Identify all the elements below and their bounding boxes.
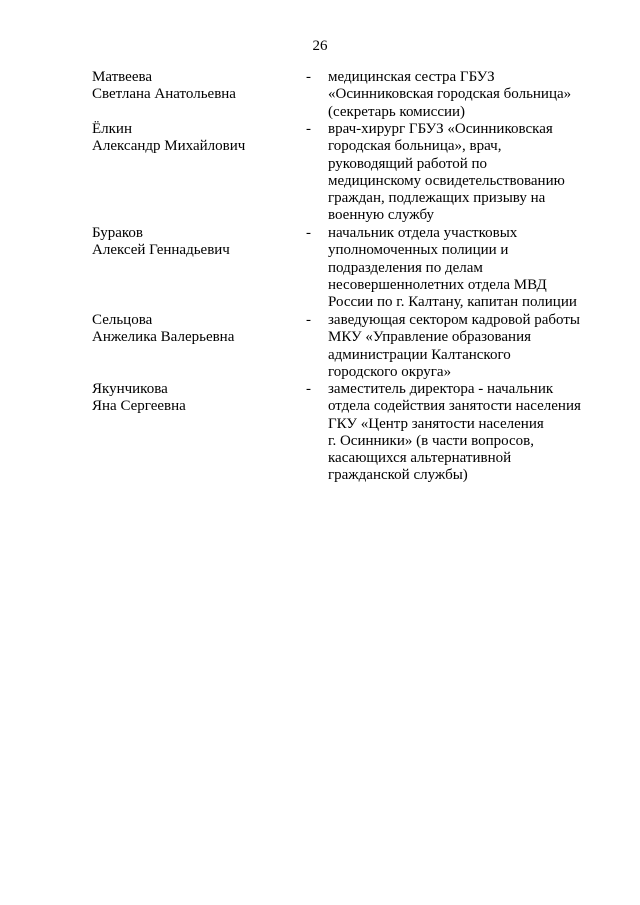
entry-dash: - [306, 312, 311, 328]
position-line: руководящий работой по [328, 155, 488, 172]
member-position [328, 225, 590, 311]
member-surname: Бураков [92, 225, 144, 241]
position-line: начальник отдела участковых [328, 225, 518, 241]
position-line: заведующая сектором кадровой работы [328, 312, 580, 328]
position-line: заместитель директора - начальник [328, 381, 554, 397]
member-given-names: Алексей Геннадьевич [92, 242, 230, 259]
position-line: городская больница», врач, [328, 138, 502, 155]
entry-dash: - [306, 121, 311, 137]
member-position [328, 312, 590, 381]
position-line: (секретарь комиссии) [328, 103, 466, 120]
member-name [92, 121, 302, 156]
position-line: гражданской службы) [328, 467, 468, 484]
position-line: России по г. Калтану, капитан полиции [328, 294, 577, 311]
member-surname: Матвеева [92, 69, 153, 85]
position-line: врач-хирург ГБУЗ «Осинниковская [328, 121, 553, 137]
position-line: администрации Калтанского [328, 346, 511, 363]
position-line: г. Осинники» (в части вопросов, [328, 432, 535, 449]
member-given-names: Яна Сергеевна [92, 398, 186, 415]
position-line: касающихся альтернативной [328, 450, 512, 467]
position-line: ГКУ «Центр занятости населения [328, 415, 544, 432]
member-surname: Якунчикова [92, 381, 168, 397]
position-line: подразделения по делам [328, 259, 483, 276]
position-line: отдела содействия занятости населения [328, 398, 581, 415]
position-line: медицинская сестра ГБУЗ [328, 69, 495, 85]
entry-dash: - [306, 69, 311, 85]
member-position [328, 381, 590, 485]
page-number: 26 [312, 38, 328, 54]
member-given-names: Светлана Анатольевна [92, 86, 236, 103]
member-surname: Ёлкин [92, 121, 132, 137]
member-name [92, 225, 302, 260]
member-name [92, 312, 302, 347]
position-line: медицинскому освидетельствованию [328, 172, 565, 189]
member-name [92, 69, 302, 104]
member-name [92, 381, 302, 416]
position-line: городского округа» [328, 363, 452, 380]
member-given-names: Александр Михайлович [92, 138, 246, 155]
member-position [328, 69, 590, 121]
entry-dash: - [306, 225, 311, 241]
position-line: МКУ «Управление образования [328, 329, 532, 346]
position-line: несовершеннолетних отдела МВД [328, 276, 547, 293]
entry-dash: - [306, 381, 311, 397]
member-surname: Сельцова [92, 312, 153, 328]
position-line: граждан, подлежащих призыву на [328, 190, 546, 207]
position-line: уполномоченных полиции и [328, 242, 509, 259]
member-position [328, 121, 590, 225]
position-line: военную службу [328, 207, 435, 224]
position-line: «Осинниковская городская больница» [328, 86, 572, 103]
member-given-names: Анжелика Валерьевна [92, 329, 235, 346]
